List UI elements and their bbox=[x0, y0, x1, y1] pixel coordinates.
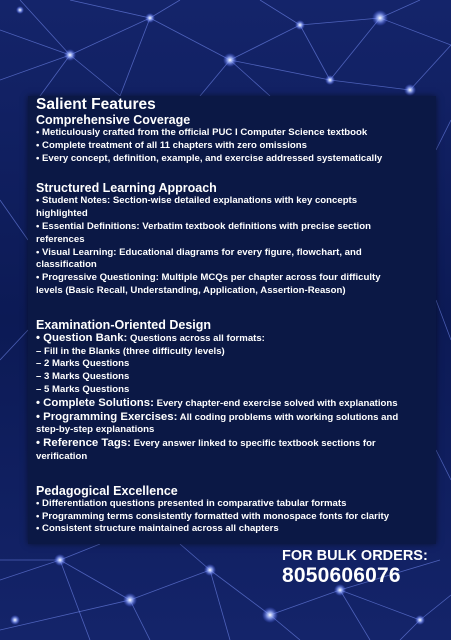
list-item: • Programming terms consistently formatted with monospace fonts for clarity bbox=[36, 510, 390, 522]
list-item: • Student Notes: Section-wise detailed explanations with key concepts bbox=[36, 195, 358, 207]
features-content bbox=[36, 96, 432, 536]
list-item: verification bbox=[36, 450, 88, 462]
list-item: – 5 Marks Questions bbox=[36, 383, 130, 395]
phone-number[interactable]: 8050606076 bbox=[282, 564, 401, 587]
list-item: • Consistent structure maintained across all chapters bbox=[36, 523, 279, 535]
list-item: • Complete Solutions: Every chapter-end exercise solved with explanations bbox=[36, 396, 398, 409]
list-item: • Every concept, definition, example, and exercise addressed systematically bbox=[36, 152, 383, 164]
list-item: highlighted bbox=[36, 208, 88, 220]
section-coverage bbox=[36, 113, 432, 165]
list-item: • Essential Definitions: Verbatim textbook definitions with precise section bbox=[36, 220, 371, 232]
list-item: levels (Basic Recall, Understanding, Application, Assertion-Reason) bbox=[36, 284, 346, 296]
list-item: • Progressive Questioning: Multiple MCQs per chapter across four difficulty bbox=[36, 272, 381, 284]
section-heading: Pedagogical Excellence bbox=[36, 483, 178, 498]
list-item: • Meticulously crafted from the official PUC I Computer Science textbook bbox=[36, 127, 368, 138]
list-item: • Complete treatment of all 11 chapters with zero omissions bbox=[36, 139, 307, 151]
section-heading: Examination-Oriented Design bbox=[36, 317, 212, 332]
list-item: • Reference Tags: Every answer linked to specific textbook sections for bbox=[36, 437, 376, 450]
bulk-orders bbox=[282, 548, 442, 588]
list-item: – Fill in the Blanks (three difficulty levels) bbox=[36, 345, 225, 357]
section-examination bbox=[36, 318, 432, 464]
bulk-orders-label: FOR BULK ORDERS: bbox=[282, 548, 428, 564]
list-item: – 3 Marks Questions bbox=[36, 371, 130, 383]
page-title: Salient Features bbox=[36, 96, 156, 113]
list-item: references bbox=[36, 233, 85, 245]
list-item: step-by-step explanations bbox=[36, 424, 155, 436]
list-item: • Question Bank: Questions across all formats: bbox=[36, 331, 265, 344]
list-item: – 2 Marks Questions bbox=[36, 358, 130, 370]
list-item: • Visual Learning: Educational diagrams for every figure, flowchart, and bbox=[36, 246, 362, 258]
section-heading: Comprehensive Coverage bbox=[36, 113, 191, 127]
section-pedagogical bbox=[36, 484, 432, 536]
list-item: • Differentiation questions presented in comparative tabular formats bbox=[36, 497, 347, 509]
list-item: • Programming Exercises: All coding problems with working solutions and bbox=[36, 410, 399, 423]
section-learning bbox=[36, 181, 432, 297]
section-heading: Structured Learning Approach bbox=[36, 181, 217, 196]
list-item: classification bbox=[36, 259, 97, 271]
